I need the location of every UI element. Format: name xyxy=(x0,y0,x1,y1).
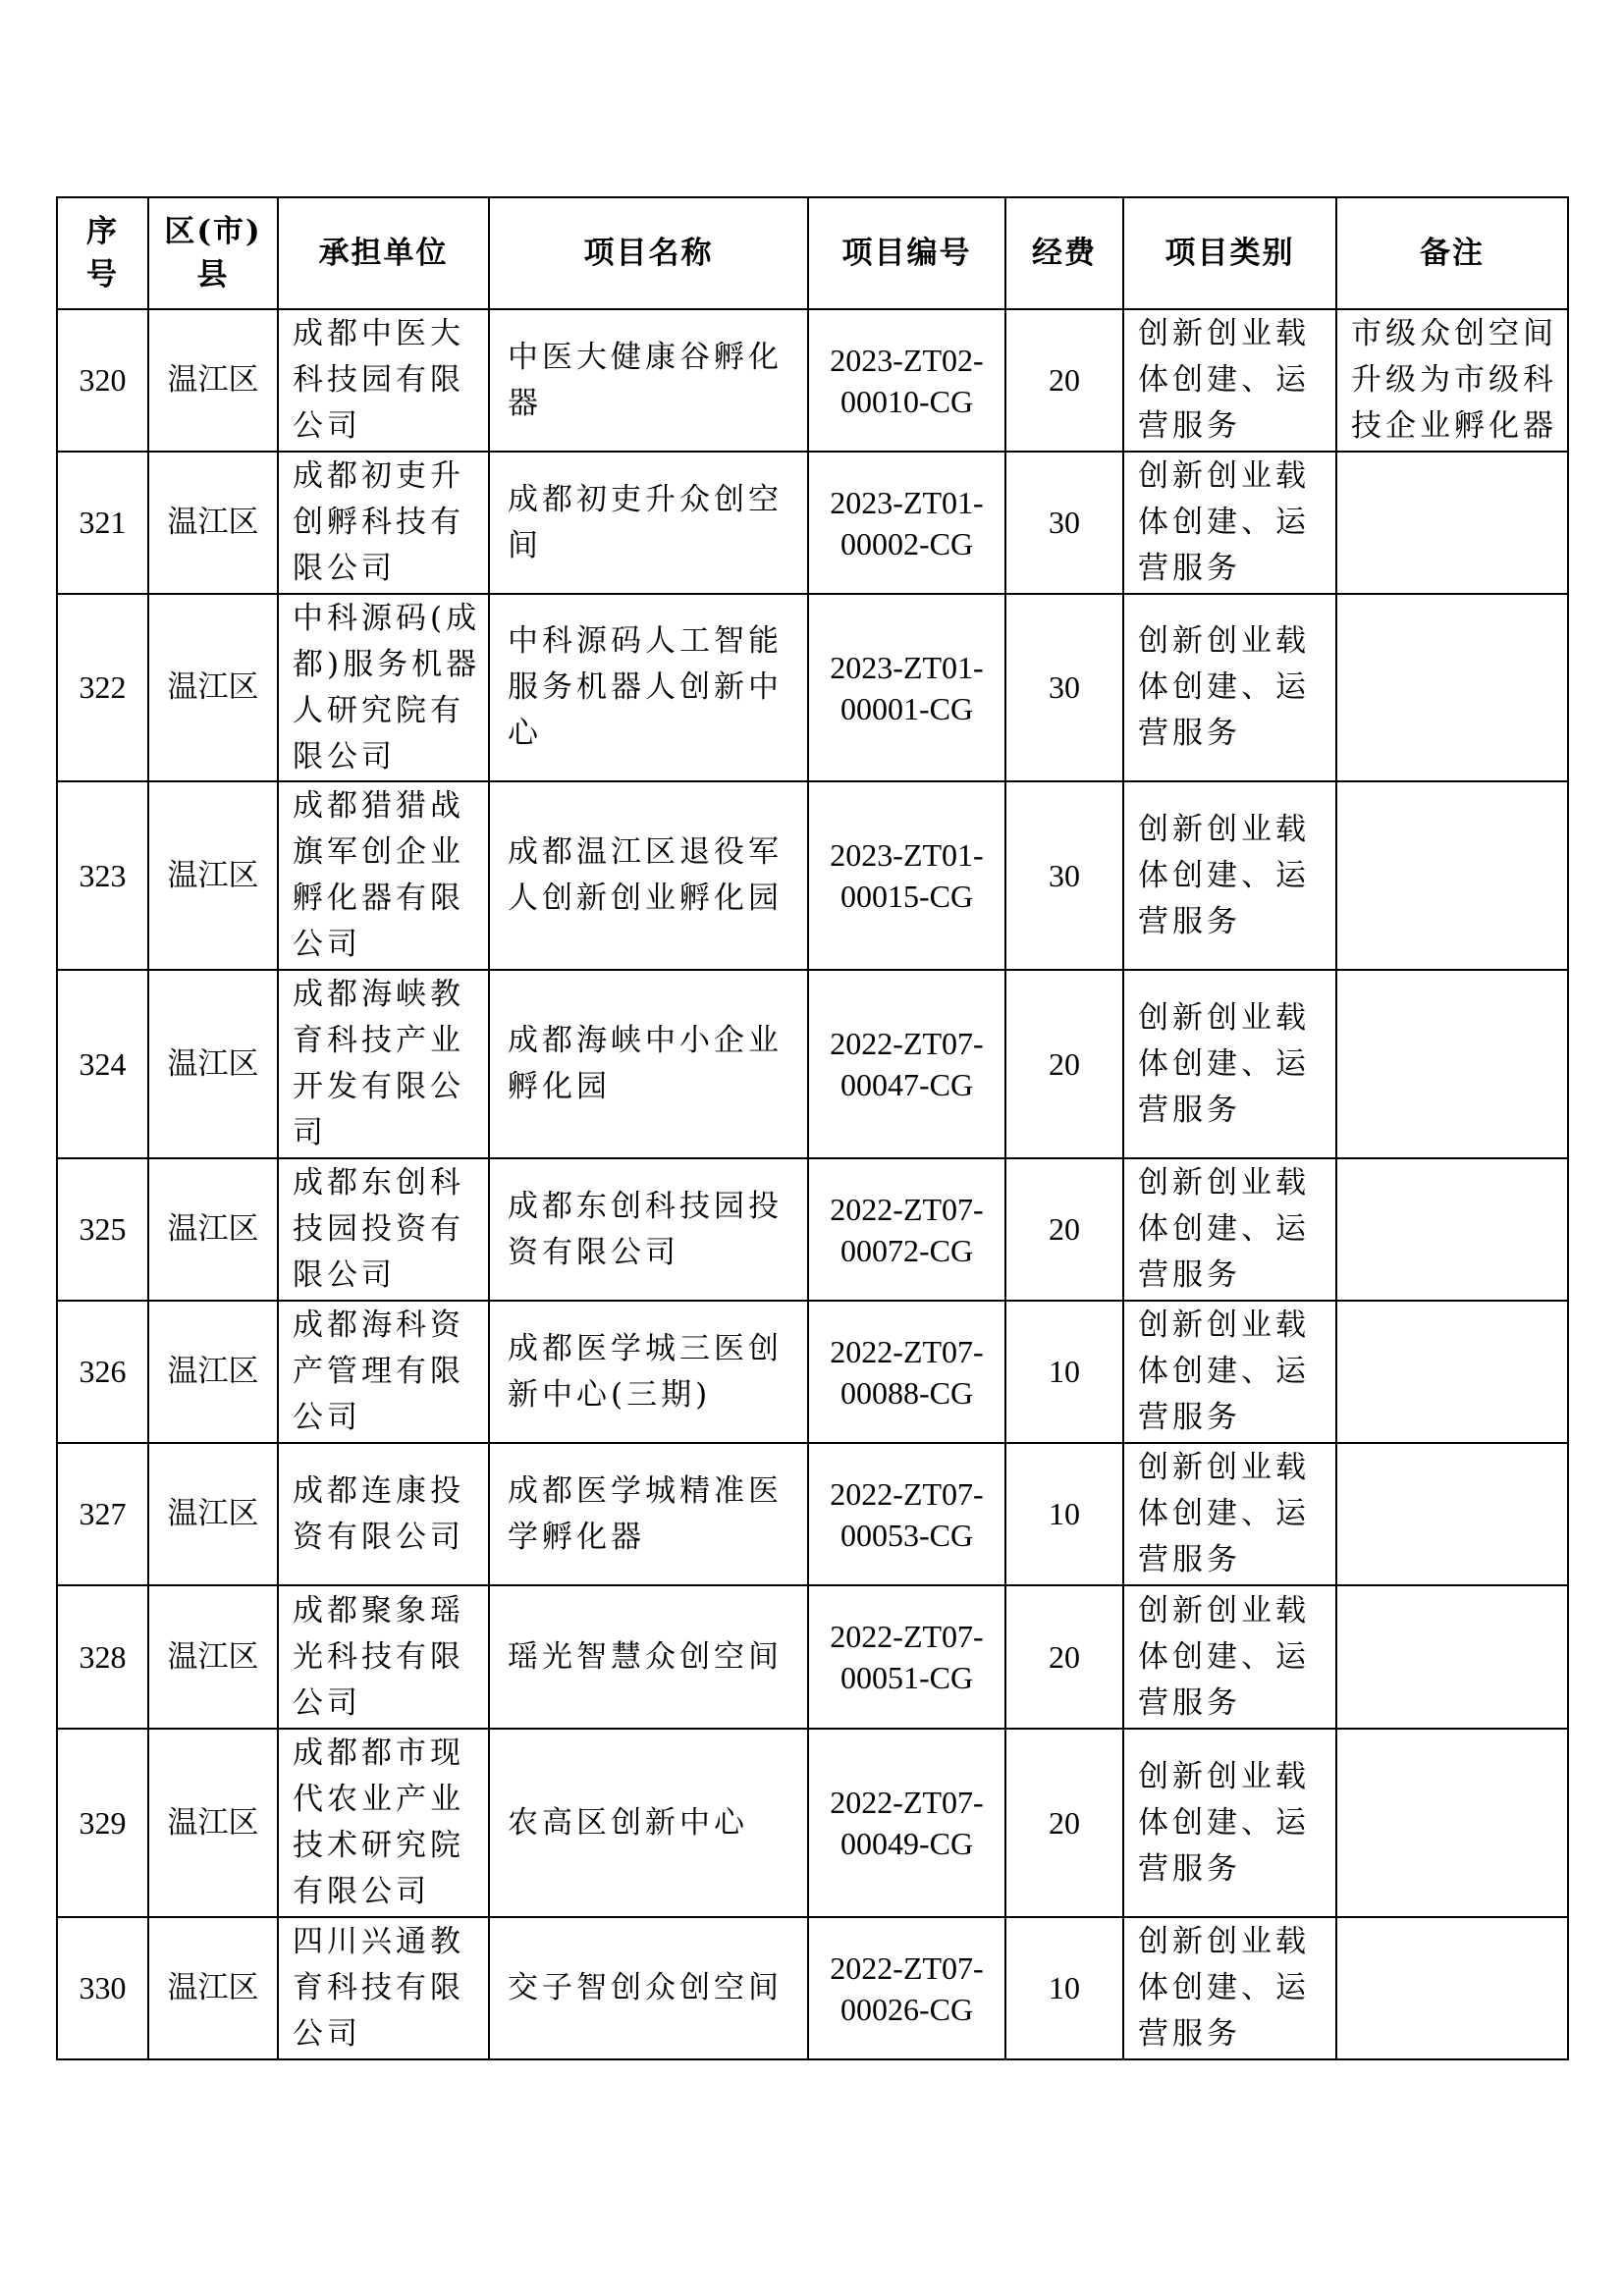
cell-category: 创新创业载体创建、运营服务 xyxy=(1123,781,1336,970)
cell-funds: 20 xyxy=(1005,1158,1123,1301)
header-unit: 承担单位 xyxy=(278,197,489,309)
cell-note xyxy=(1336,1729,1568,1917)
cell-funds: 20 xyxy=(1005,1729,1123,1917)
cell-unit: 成都都市现代农业产业技术研究院有限公司 xyxy=(278,1729,489,1917)
header-seq: 序号 xyxy=(57,197,148,309)
header-code: 项目编号 xyxy=(808,197,1005,309)
cell-district: 温江区 xyxy=(148,1585,278,1729)
cell-funds: 30 xyxy=(1005,452,1123,594)
cell-note xyxy=(1336,452,1568,594)
cell-district: 温江区 xyxy=(148,1301,278,1443)
cell-category: 创新创业载体创建、运营服务 xyxy=(1123,1585,1336,1729)
cell-note: 市级众创空间升级为市级科技企业孵化器 xyxy=(1336,309,1568,452)
table-row xyxy=(57,1729,1568,1917)
cell-name: 中医大健康谷孵化器 xyxy=(489,309,808,452)
cell-name: 成都医学城精准医学孵化器 xyxy=(489,1443,808,1585)
table-row xyxy=(57,1585,1568,1729)
header-row xyxy=(57,197,1568,309)
cell-name: 成都海峡中小企业孵化园 xyxy=(489,970,808,1158)
cell-seq: 325 xyxy=(57,1158,148,1301)
cell-seq: 322 xyxy=(57,594,148,781)
table-row xyxy=(57,1301,1568,1443)
cell-funds: 20 xyxy=(1005,309,1123,452)
cell-category: 创新创业载体创建、运营服务 xyxy=(1123,452,1336,594)
cell-name: 成都东创科技园投资有限公司 xyxy=(489,1158,808,1301)
cell-code: 2023-ZT01-00001-CG xyxy=(808,594,1005,781)
cell-unit: 成都中医大科技园有限公司 xyxy=(278,309,489,452)
cell-note xyxy=(1336,1301,1568,1443)
cell-code: 2023-ZT01-00002-CG xyxy=(808,452,1005,594)
cell-unit: 成都海科资产管理有限公司 xyxy=(278,1301,489,1443)
cell-unit: 成都海峡教育科技产业开发有限公司 xyxy=(278,970,489,1158)
cell-funds: 20 xyxy=(1005,970,1123,1158)
table-row xyxy=(57,970,1568,1158)
cell-seq: 320 xyxy=(57,309,148,452)
table-row xyxy=(57,1917,1568,2059)
cell-district: 温江区 xyxy=(148,1443,278,1585)
cell-category: 创新创业载体创建、运营服务 xyxy=(1123,1443,1336,1585)
cell-note xyxy=(1336,1443,1568,1585)
cell-seq: 328 xyxy=(57,1585,148,1729)
table-row xyxy=(57,594,1568,781)
cell-seq: 324 xyxy=(57,970,148,1158)
cell-category: 创新创业载体创建、运营服务 xyxy=(1123,1917,1336,2059)
cell-unit: 成都聚象瑶光科技有限公司 xyxy=(278,1585,489,1729)
cell-note xyxy=(1336,1585,1568,1729)
cell-category: 创新创业载体创建、运营服务 xyxy=(1123,970,1336,1158)
cell-funds: 10 xyxy=(1005,1443,1123,1585)
cell-seq: 329 xyxy=(57,1729,148,1917)
cell-code: 2022-ZT07-00088-CG xyxy=(808,1301,1005,1443)
cell-seq: 326 xyxy=(57,1301,148,1443)
cell-code: 2022-ZT07-00053-CG xyxy=(808,1443,1005,1585)
cell-seq: 323 xyxy=(57,781,148,970)
cell-district: 温江区 xyxy=(148,781,278,970)
cell-note xyxy=(1336,970,1568,1158)
cell-note xyxy=(1336,594,1568,781)
cell-district: 温江区 xyxy=(148,594,278,781)
header-name: 项目名称 xyxy=(489,197,808,309)
cell-name: 交子智创众创空间 xyxy=(489,1917,808,2059)
cell-district: 温江区 xyxy=(148,309,278,452)
table-row xyxy=(57,1158,1568,1301)
cell-name: 成都初吏升众创空间 xyxy=(489,452,808,594)
cell-code: 2022-ZT07-00051-CG xyxy=(808,1585,1005,1729)
cell-seq: 330 xyxy=(57,1917,148,2059)
cell-category: 创新创业载体创建、运营服务 xyxy=(1123,1158,1336,1301)
cell-code: 2022-ZT07-00026-CG xyxy=(808,1917,1005,2059)
table-row xyxy=(57,1443,1568,1585)
cell-unit: 成都初吏升创孵科技有限公司 xyxy=(278,452,489,594)
cell-name: 成都医学城三医创新中心(三期) xyxy=(489,1301,808,1443)
cell-district: 温江区 xyxy=(148,1729,278,1917)
cell-funds: 10 xyxy=(1005,1917,1123,2059)
header-funds: 经费 xyxy=(1005,197,1123,309)
cell-funds: 30 xyxy=(1005,781,1123,970)
header-district: 区(市)县 xyxy=(148,197,278,309)
table-row xyxy=(57,309,1568,452)
table-row xyxy=(57,781,1568,970)
cell-name: 农高区创新中心 xyxy=(489,1729,808,1917)
cell-unit: 四川兴通教育科技有限公司 xyxy=(278,1917,489,2059)
cell-category: 创新创业载体创建、运营服务 xyxy=(1123,1729,1336,1917)
cell-code: 2023-ZT01-00015-CG xyxy=(808,781,1005,970)
cell-name: 中科源码人工智能服务机器人创新中心 xyxy=(489,594,808,781)
cell-note xyxy=(1336,1158,1568,1301)
cell-code: 2022-ZT07-00047-CG xyxy=(808,970,1005,1158)
cell-code: 2023-ZT02-00010-CG xyxy=(808,309,1005,452)
cell-unit: 成都东创科技园投资有限公司 xyxy=(278,1158,489,1301)
header-category: 项目类别 xyxy=(1123,197,1336,309)
cell-unit: 成都猎猎战旗军创企业孵化器有限公司 xyxy=(278,781,489,970)
cell-district: 温江区 xyxy=(148,452,278,594)
cell-district: 温江区 xyxy=(148,1917,278,2059)
cell-category: 创新创业载体创建、运营服务 xyxy=(1123,309,1336,452)
cell-funds: 20 xyxy=(1005,1585,1123,1729)
table-row xyxy=(57,452,1568,594)
cell-unit: 中科源码(成都)服务机器人研究院有限公司 xyxy=(278,594,489,781)
cell-unit: 成都连康投资有限公司 xyxy=(278,1443,489,1585)
cell-seq: 321 xyxy=(57,452,148,594)
cell-district: 温江区 xyxy=(148,1158,278,1301)
cell-category: 创新创业载体创建、运营服务 xyxy=(1123,594,1336,781)
cell-note xyxy=(1336,1917,1568,2059)
cell-note xyxy=(1336,781,1568,970)
cell-name: 成都温江区退役军人创新创业孵化园 xyxy=(489,781,808,970)
cell-seq: 327 xyxy=(57,1443,148,1585)
cell-funds: 30 xyxy=(1005,594,1123,781)
cell-category: 创新创业载体创建、运营服务 xyxy=(1123,1301,1336,1443)
cell-code: 2022-ZT07-00049-CG xyxy=(808,1729,1005,1917)
cell-funds: 10 xyxy=(1005,1301,1123,1443)
cell-district: 温江区 xyxy=(148,970,278,1158)
cell-name: 瑶光智慧众创空间 xyxy=(489,1585,808,1729)
project-table xyxy=(56,196,1569,2060)
cell-code: 2022-ZT07-00072-CG xyxy=(808,1158,1005,1301)
header-note: 备注 xyxy=(1336,197,1568,309)
